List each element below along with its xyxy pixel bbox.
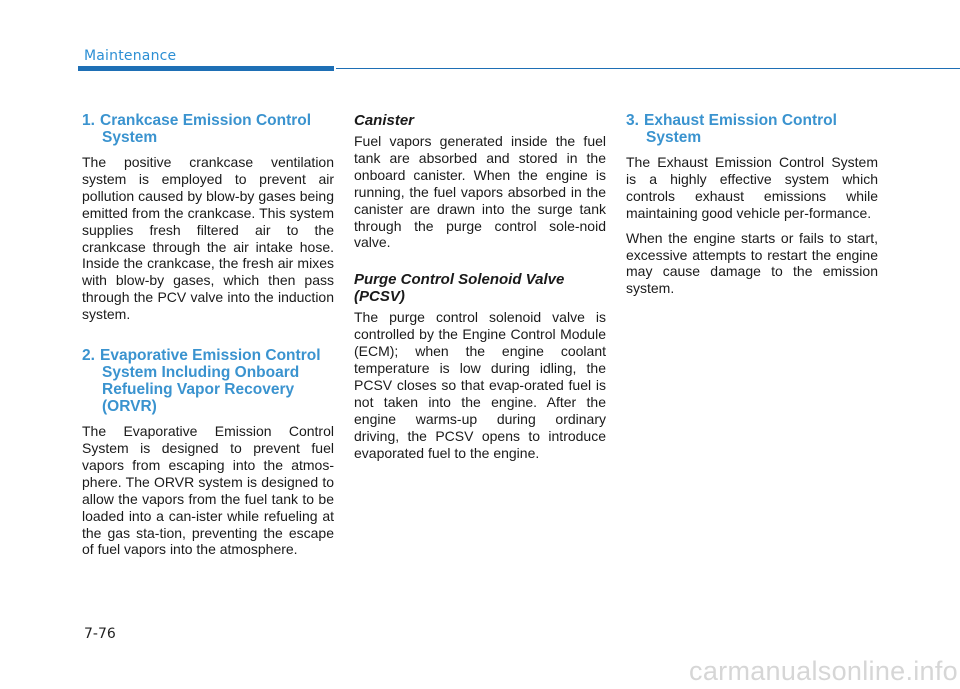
heading-line: Exhaust Emission Control <box>644 112 837 129</box>
heading-number: 2. <box>82 347 95 365</box>
heading-line: System Including Onboard <box>102 364 300 382</box>
heading-evaporative-emission <box>82 347 334 415</box>
heading-line: System <box>102 129 158 146</box>
page-number: 7-76 <box>84 626 116 642</box>
paragraph-pcsv: The purge control solenoid valve is controlled by the Engine Control Module (ECM); when the engine coolant temperature is low during idling, the PCSV closes so that evap-orated fuel is not taken into the engine. After the engine warms-up during ordinary driving, the PCSV opens to introduce evaporated fuel to the engine. <box>354 309 606 461</box>
heading-line: Crankcase Emission Control <box>100 112 312 129</box>
heading-number: 3. <box>626 112 639 129</box>
heading-exhaust-emission <box>626 112 878 146</box>
paragraph-canister: Fuel vapors generated inside the fuel tank are absorbed and stored in the onboard canister. When the engine is running, the fuel vapors absorbed in the canister are drawn into the surge tank through the purge control sole-noid valve. <box>354 133 606 251</box>
column-middle <box>354 112 606 462</box>
heading-line: Purge Control Solenoid Valve <box>354 271 565 289</box>
heading-line: (PCSV) <box>354 288 405 306</box>
watermark: carmanualsonline.info <box>689 656 958 686</box>
heading-canister: Canister <box>354 112 415 129</box>
heading-line: Evaporative Emission Control <box>100 347 321 365</box>
header-rule-thick <box>78 66 334 71</box>
paragraph-exhaust-2: When the engine starts or fails to start, excessive attempts to restart the engine may cause damage to the emission system. <box>626 229 878 297</box>
paragraph-evaporative: The Evaporative Emission Control System is designed to prevent fuel vapors from escaping into the atmos-phere. The ORVR system is designed to allow the vapors from the fuel tank to be loaded into a can-ister while refueling at the gas sta-tion, preventing the escape of fuel vapors into the atmosphere. <box>82 423 334 558</box>
heading-number: 1. <box>82 112 95 129</box>
heading-pcsv <box>354 271 606 305</box>
heading-line: System <box>646 129 702 146</box>
paragraph-crankcase: The positive crankcase ventilation system is employed to prevent air pollution caused by blow-by gases being emitted from the crankcase. This system supplies fresh filtered air to the crankcase through the air intake hose. Inside the crankcase, the fresh air mixes with blow-by gases, which then pass through the PCV valve into the induction system. <box>82 154 334 323</box>
paragraph-exhaust-1: The Exhaust Emission Control System is a highly effective system which controls exhaust emissions while maintaining good vehicle per-formance. <box>626 154 878 221</box>
heading-crankcase-emission <box>82 112 334 146</box>
section-title: Maintenance <box>84 48 177 64</box>
heading-line: (ORVR) <box>102 398 157 416</box>
column-right <box>626 112 878 297</box>
header-rule-thin <box>336 68 960 69</box>
column-left <box>82 112 334 558</box>
heading-line: Refueling Vapor Recovery <box>102 381 295 399</box>
